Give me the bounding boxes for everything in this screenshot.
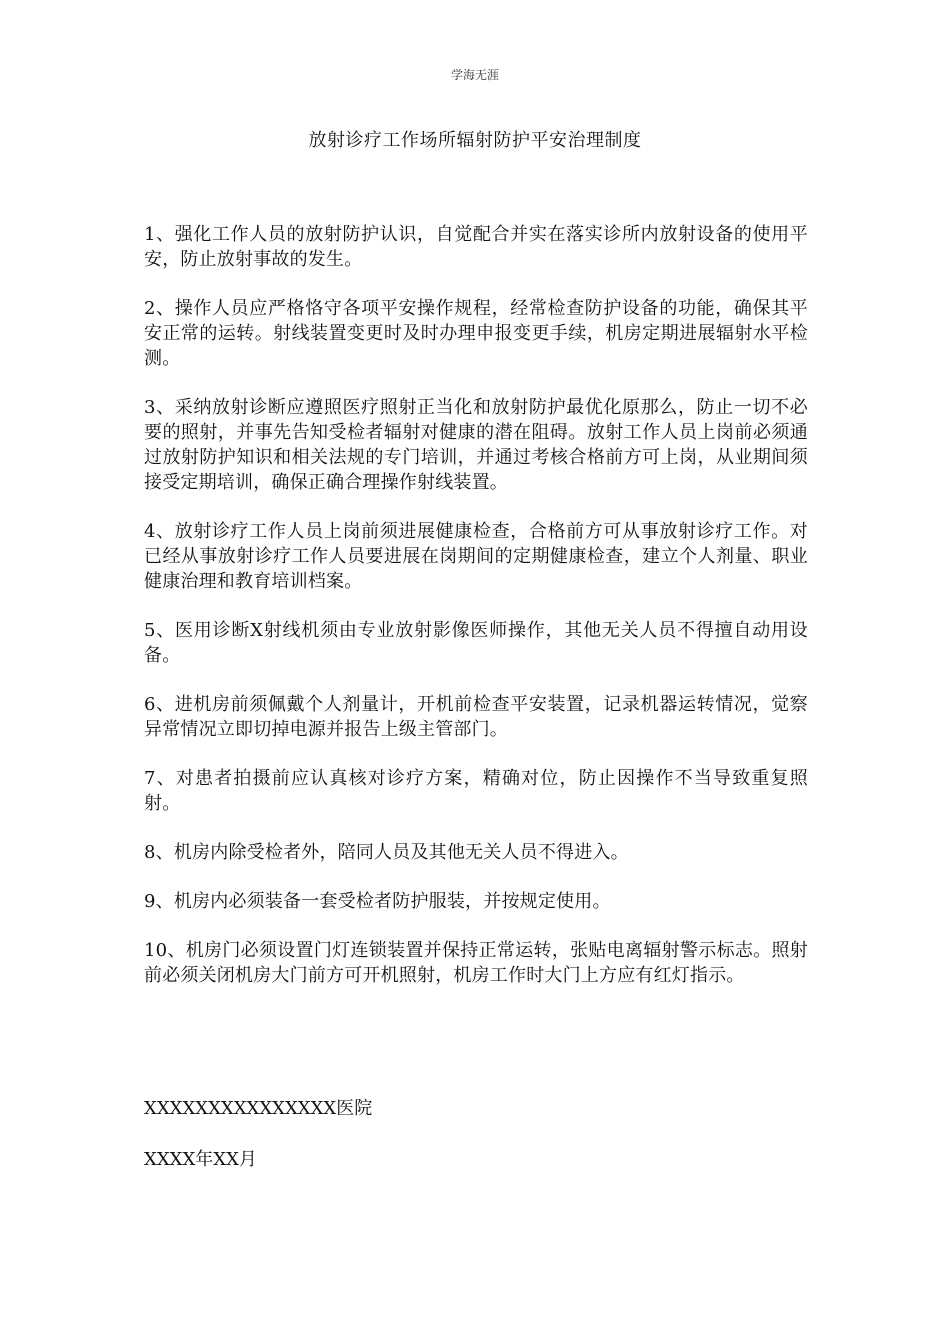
signature-date: XXXX年XX月	[144, 1149, 257, 1170]
header-note: 学海无涯	[450, 68, 499, 82]
regulation-item-7: 7、对患者拍摄前应认真核对诊疗方案，精确对位，防止因操作不当导致重复照射。	[144, 768, 808, 814]
regulation-item-8: 8、机房内除受检者外，陪同人员及其他无关人员不得进入。	[144, 842, 629, 863]
regulation-item-9: 9、机房内必须装备一套受检者防护服装，并按规定使用。	[144, 891, 611, 912]
regulation-item-5: 5、医用诊断X射线机须由专业放射影像医师操作，其他无关人员不得擅自动用设备。	[144, 620, 808, 666]
regulation-item-4: 4、放射诊疗工作人员上岗前须进展健康检查，合格前方可从事放射诊疗工作。对已经从事放射诊疗工作人员要进展在岗期间的定期健康检查，建立个人剂量、职业健康治理和教育培训档案。	[144, 521, 808, 592]
regulation-item-3: 3、采纳放射诊断应遵照医疗照射正当化和放射防护最优化原那么，防止一切不必要的照射，并事先告知受检者辐射对健康的潜在阻碍。放射工作人员上岗前必须通过放射防护知识和相关法规的专门培训，并通过考核合格前方可上岗，从业期间须接受定期培训，确保正确合理操作射线装置。	[144, 397, 808, 493]
document-title: 放射诊疗工作场所辐射防护平安治理制度	[308, 130, 642, 151]
hospital-name: XXXXXXXXXXXXXXX医院	[144, 1098, 373, 1119]
regulation-body	[144, 222, 808, 1012]
regulation-item-1: 1、强化工作人员的放射防护认识，自觉配合并实在落实诊所内放射设备的使用平安，防止放射事故的发生。	[144, 224, 808, 270]
regulation-item-2: 2、操作人员应严格恪守各项平安操作规程，经常检查防护设备的功能，确保其平安正常的运转。射线装置变更时及时办理申报变更手续，机房定期进展辐射水平检测。	[144, 298, 808, 369]
regulation-item-10: 10、机房门必须设置门灯连锁装置并保持正常运转，张贴电离辐射警示标志。照射前必须关闭机房大门前方可开机照射，机房工作时大门上方应有红灯指示。	[144, 940, 808, 986]
regulation-item-6: 6、进机房前须佩戴个人剂量计，开机前检查平安装置，记录机器运转情况，觉察异常情况立即切掉电源并报告上级主管部门。	[144, 694, 808, 740]
signature-block	[144, 1096, 808, 1198]
